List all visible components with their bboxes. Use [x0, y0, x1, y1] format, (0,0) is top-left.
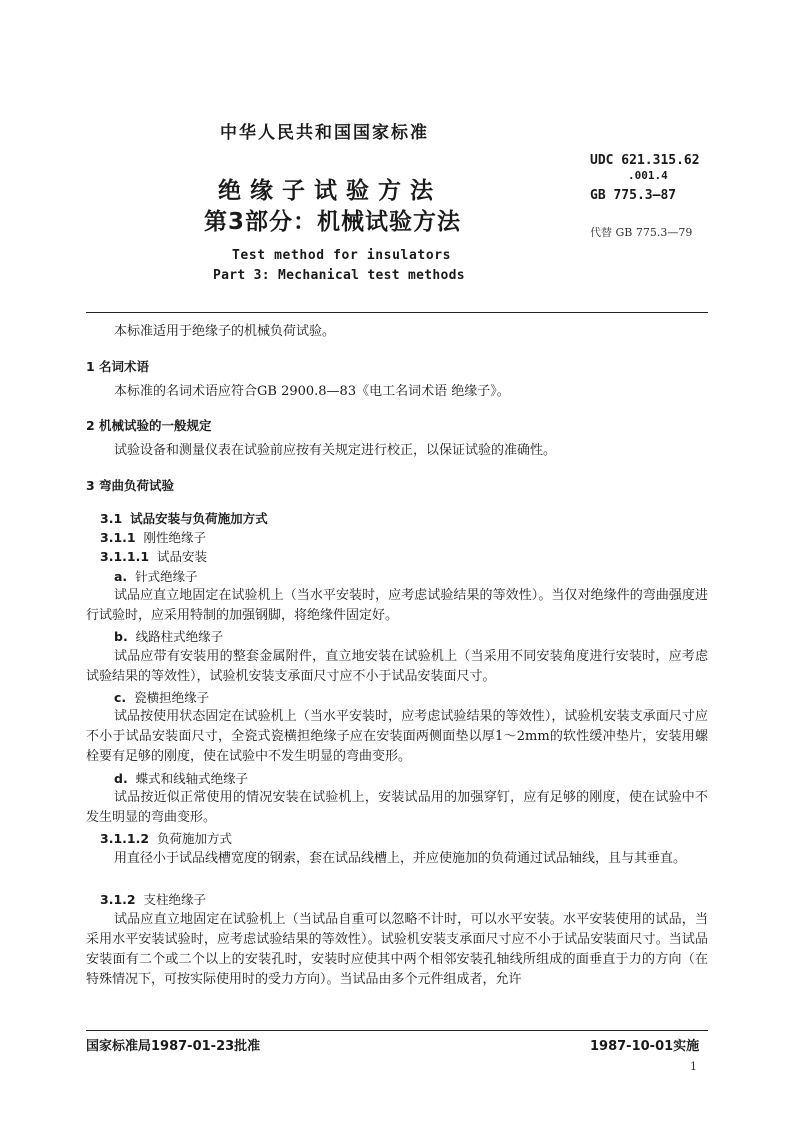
section-3-1-2-text: 试品应直立地固定在试验机上（当试品自重可以忽略不计时，可以水平安装。水平安装使用的试品，当采用水平安装试验时，应考虑试验结果的等效性）。试验机安装支承面尺寸应不小于试品安装面尺寸。当试品安装面有二个或二个以上的安装孔时，安装时应使其中两个相邻安装孔轴线所组成的面垂直于力的方向（在特殊情况下，可按实际使用时的受力方向）。当试品由多个元件组成者，允许 — [86, 912, 708, 987]
title-english-2: Part 3: Mechanical test methods — [213, 268, 465, 283]
title-english-1: Test method for insulators — [232, 248, 452, 263]
section-2-text: 试验设备和测量仪表在试验前应按有关规定进行校正，以保证试验的准确性。 — [114, 443, 557, 458]
section-3-1-2-heading — [100, 890, 206, 908]
section-3-1-1-label: 刚性绝缘子 — [143, 530, 207, 545]
item-c-text: 试品按使用状态固定在试验机上（当水平安装时，应考虑试验结果的等效性），试验机安装支承面尺寸应不小于试品安装面尺寸，全瓷式瓷横担绝缘子应在安装面两侧面垫以厚1～2mm的软性缓冲垫片，安装用螺栓要有足够的刚度，使在试验中不发生明显的弯曲变形。 — [86, 709, 708, 764]
item-c-label: c. — [114, 690, 127, 705]
section-2-title: 2 机械试验的一般规定 — [86, 418, 212, 433]
item-b-title: 线路柱式绝缘子 — [135, 629, 224, 644]
header-divider — [86, 312, 708, 313]
section-3-1-1-number: 3.1.1 — [100, 530, 136, 545]
item-c-heading — [114, 688, 209, 706]
udc-code: UDC 621.315.62 — [590, 153, 700, 168]
section-1-text: 本标准的名词术语应符合GB 2900.8—83《电工名词术语 绝缘子》。 — [114, 384, 510, 399]
title-main: 绝缘子试验方法 — [218, 178, 442, 204]
item-d-heading — [114, 769, 248, 787]
item-d-text: 试品按近似正常使用的情况安装在试验机上，安装试品用的加强穿钉，应有足够的刚度，使在试验中不发生明显的弯曲变形。 — [86, 790, 708, 825]
gb-code: GB 775.3—87 — [590, 188, 677, 203]
section-3-1-1-heading — [100, 528, 206, 546]
title-sub: 第3部分：机械试验方法 — [204, 209, 462, 235]
section-3-title: 3 弯曲负荷试验 — [86, 478, 175, 493]
section-3-1-1-2-text: 用直径小于试品线槽宽度的钢索，套在试品线槽上，并应使施加的负荷通过试品轴线，且与其垂直。 — [114, 851, 687, 866]
item-d-label: d. — [114, 771, 128, 786]
section-3-1-1-1-heading — [100, 547, 207, 565]
section-3-1-1-1-number: 3.1.1.1 — [100, 549, 150, 564]
item-a-title: 针式绝缘子 — [135, 569, 198, 584]
section-1-title: 1 名词术语 — [86, 359, 150, 374]
section-3-1-label: 试品安装与负荷施加方式 — [130, 511, 268, 526]
item-a-heading — [114, 567, 198, 585]
section-3-1-1-2-heading — [100, 829, 232, 847]
item-b-heading — [114, 627, 223, 645]
section-3-1-1-1-label: 试品安装 — [157, 549, 208, 564]
standard-name-text: 中华人民共和国国家标准 — [220, 123, 429, 143]
section-3-1-2-number: 3.1.2 — [100, 892, 136, 907]
replaces-standard: 代替 GB 775.3—79 — [590, 226, 693, 239]
page-number: 1 — [690, 1060, 697, 1073]
item-b-label: b. — [114, 629, 128, 644]
section-3-1-1-2-label: 负荷施加方式 — [157, 831, 233, 846]
section-3-1-number: 3.1 — [100, 511, 123, 526]
udc-code-line2: .001.4 — [628, 169, 668, 182]
approval-date: 国家标准局1987-01-23批准 — [86, 1039, 261, 1054]
section-3-1-1-2-number: 3.1.1.2 — [100, 831, 150, 846]
footer-divider — [86, 1030, 708, 1031]
section-3-1-heading — [100, 509, 268, 527]
item-d-title: 蝶式和线轴式绝缘子 — [135, 771, 249, 786]
item-c-title: 瓷横担绝缘子 — [134, 690, 210, 705]
section-3-1-2-label: 支柱绝缘子 — [143, 892, 207, 907]
item-a-text: 试品应直立地固定在试验机上（当水平安装时，应考虑试验结果的等效性）。当仅对绝缘件的弯曲强度进行试验时，应采用特制的加强钢脚，将绝缘件固定好。 — [86, 588, 708, 623]
item-b-text: 试品应带有安装用的整套金属附件，直立地安装在试验机上（当采用不同安装角度进行安装时，应考虑试验结果的等效性），试验机安装支承面尺寸应不小于试品安装面尺寸。 — [86, 649, 708, 684]
intro-text: 本标准适用于绝缘子的机械负荷试验。 — [114, 324, 336, 339]
implementation-date: 1987-10-01实施 — [590, 1039, 700, 1054]
item-a-label: a. — [114, 569, 128, 584]
